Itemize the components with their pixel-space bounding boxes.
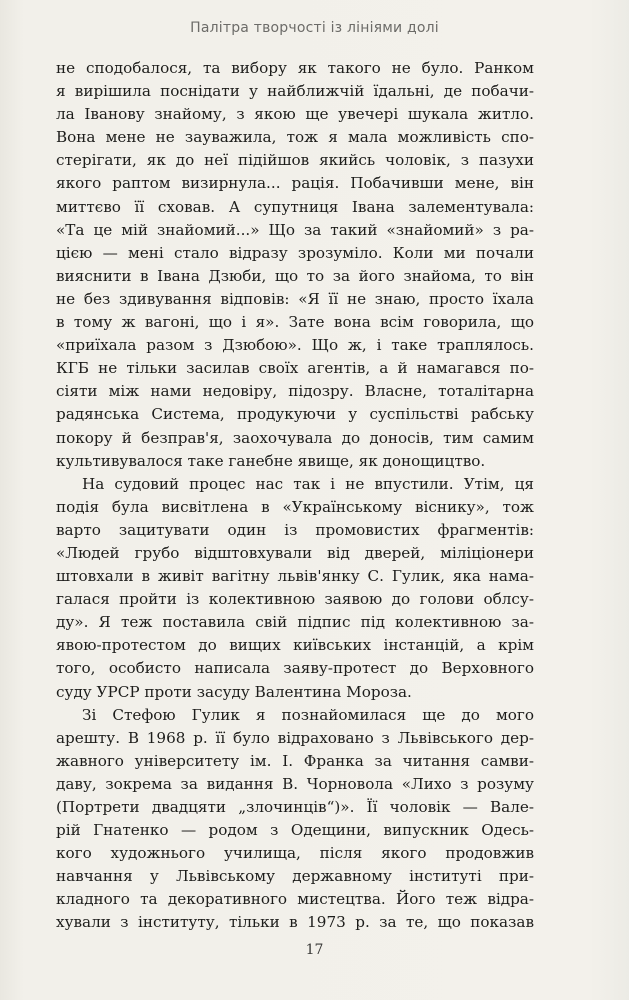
text-line: подія була висвітлена в «Українському віснику», тож xyxy=(56,497,534,516)
text-line: не без здивування відповів: «Я її не знаю, просто їхала xyxy=(56,289,534,308)
text-line: «Та це мій знайомий...» Що за такий «знайомий» з ра- xyxy=(56,220,534,239)
text-line: стерігати, як до неї підійшов якийсь чоловік, з пазухи xyxy=(56,151,534,170)
text-line: культивувалося таке ганебне явище, як донощицтво. xyxy=(56,451,486,470)
text-line: радянська Система, продукуючи у суспільстві рабську xyxy=(56,405,534,424)
text-line: миттєво її сховав. А супутниця Івана залементувала: xyxy=(56,197,534,216)
text-line: покору й безправ'я, заохочувала до доносів, тим самим xyxy=(56,428,534,447)
text-line: кладного та декоративного мистецтва. Його теж відра- xyxy=(56,890,534,909)
running-head: Палітра творчості із лініями долі xyxy=(190,20,439,36)
text-line: якого раптом визирнула... рація. Побачивши мене, він xyxy=(56,174,534,193)
text-line: не сподобалося, та вибору як такого не було. Ранком xyxy=(56,59,534,77)
page-number: 17 xyxy=(305,942,324,958)
paragraph xyxy=(56,57,534,473)
text-line: жавного університету ім. І. Франка за читання самви- xyxy=(56,751,534,770)
text-line: рій Гнатенко — родом з Одещини, випускник Одесь- xyxy=(56,821,534,840)
text-line: я вирішила поснідати у найближчій їдальні, де побачи- xyxy=(56,82,534,101)
text-line: в тому ж вагоні, що і я». Зате вона всім говорила, що xyxy=(56,313,534,332)
text-line: арешту. В 1968 р. її було відраховано з Львівського дер- xyxy=(56,728,534,747)
text-line: (Портрети двадцяти „злочинців“)». Її чоловік — Вале- xyxy=(56,798,534,816)
text-line: Вона мене не зауважила, тож я мала можливість спо- xyxy=(56,128,534,147)
paragraph xyxy=(56,704,534,935)
text-line: явою-протестом до вищих київських інстанцій, а крім xyxy=(56,636,534,655)
text-line: штовхали в живіт вагітну львів'янку С. Гулик, яка нама- xyxy=(56,567,534,586)
text-line: КГБ не тільки засилав своїх агентів, а й намагався по- xyxy=(56,359,534,378)
text-line: вияснити в Івана Дзюби, що то за його знайома, то він xyxy=(56,266,534,285)
paragraph xyxy=(56,473,534,704)
text-line: ду». Я теж поставила свій підпис під колективною за- xyxy=(56,613,534,632)
text-line: ла Іванову знайому, з якою ще увечері шукала житло. xyxy=(56,105,534,124)
text-line: того, особисто написала заяву-протест до Верховного xyxy=(56,659,534,678)
text-line: навчання у Львівському державному інституті при- xyxy=(56,867,534,886)
body-text xyxy=(56,57,534,935)
text-line: хували з інституту, тільки в 1973 р. за те, що показав xyxy=(56,913,534,932)
text-line: даву, зокрема за видання В. Чорновола «Лихо з розуму xyxy=(56,774,534,793)
text-line: кого художнього училища, після якого продовжив xyxy=(56,844,534,863)
text-line: варто зацитувати один із промовистих фрагментів: xyxy=(56,520,534,539)
text-line: «приїхала разом з Дзюбою». Що ж, і таке траплялось. xyxy=(56,336,534,355)
text-line: галася пройти із колективною заявою до голови облсу- xyxy=(56,590,534,609)
text-line: суду УРСР проти засуду Валентина Мороза. xyxy=(56,682,412,701)
text-line: сіяти між нами недовіру, підозру. Власне, тоталітарна xyxy=(56,382,534,401)
text-line: цією — мені стало відразу зрозуміло. Коли ми почали xyxy=(56,243,534,262)
text-line: Зі Стефою Гулик я познайомилася ще до мого xyxy=(82,705,534,724)
text-line: На судовий процес нас так і не впустили. Утім, ця xyxy=(82,474,534,493)
text-line: «Людей грубо відштовхували від дверей, міліціонери xyxy=(56,543,534,562)
